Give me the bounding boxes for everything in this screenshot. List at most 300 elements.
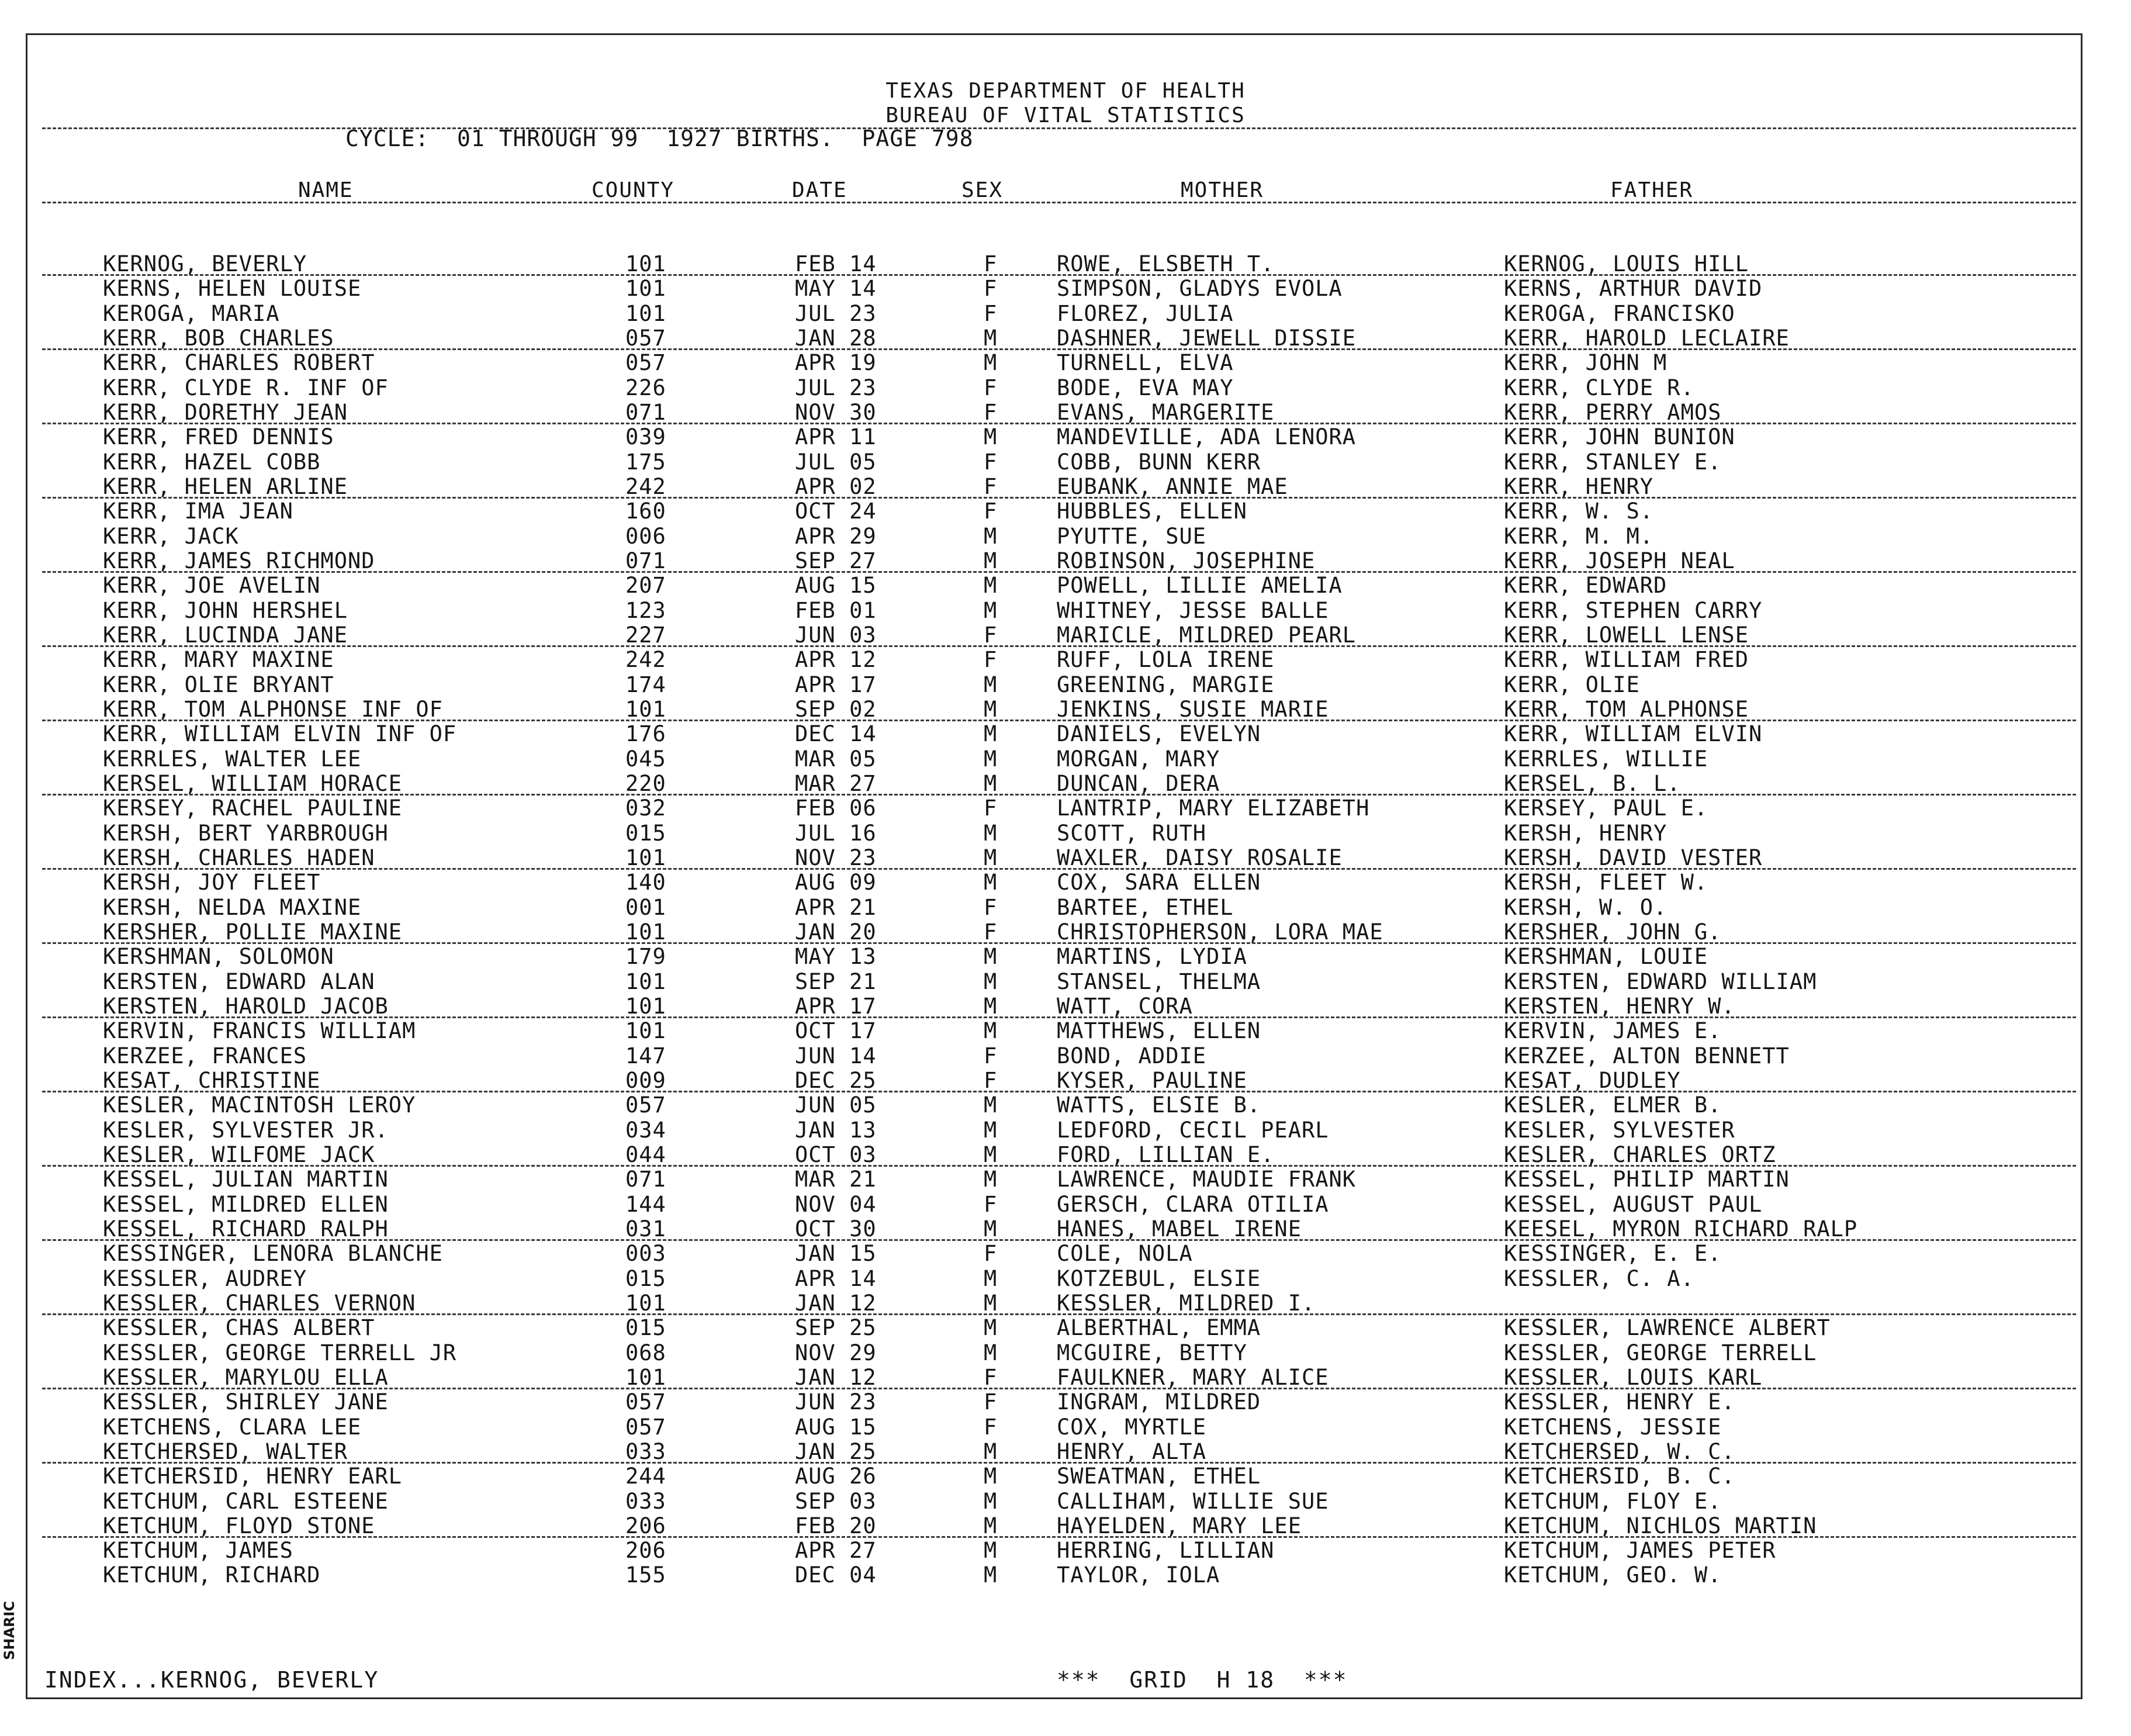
record-county: 044 bbox=[625, 1142, 666, 1167]
record-date: SEP 27 bbox=[795, 548, 877, 573]
record-date: OCT 17 bbox=[795, 1018, 877, 1043]
record-row bbox=[0, 1216, 2131, 1241]
record-date: APR 17 bbox=[795, 994, 877, 1019]
record-date: APR 21 bbox=[795, 895, 877, 920]
index-footer: INDEX...KERNOG, BEVERLY bbox=[44, 1667, 379, 1693]
column-header-mother: MOTHER bbox=[1181, 178, 1264, 202]
record-date: APR 12 bbox=[795, 647, 877, 672]
record-mother: GERSCH, CLARA OTILIA bbox=[1057, 1192, 1329, 1217]
record-sex: F bbox=[984, 1415, 998, 1440]
record-county: 003 bbox=[625, 1241, 666, 1266]
record-date: OCT 30 bbox=[795, 1216, 877, 1242]
record-county: 039 bbox=[625, 424, 666, 449]
record-row bbox=[0, 870, 2131, 894]
record-name: KETCHUM, RICHARD bbox=[103, 1562, 321, 1588]
record-sex: M bbox=[984, 524, 998, 549]
record-mother: HAYELDEN, MARY LEE bbox=[1057, 1513, 1302, 1538]
record-sex: M bbox=[984, 771, 998, 796]
record-mother: MANDEVILLE, ADA LENORA bbox=[1057, 424, 1357, 449]
record-sex: F bbox=[984, 1068, 998, 1093]
record-row bbox=[0, 424, 2131, 449]
record-row bbox=[0, 821, 2131, 845]
column-header-father: FATHER bbox=[1610, 178, 1694, 202]
record-name: KERZEE, FRANCES bbox=[103, 1043, 307, 1068]
column-header-name: NAME bbox=[298, 178, 354, 202]
record-father: KESSLER, LAWRENCE ALBERT bbox=[1504, 1315, 1831, 1340]
record-county: 160 bbox=[625, 499, 666, 524]
record-mother: CALLIHAM, WILLIE SUE bbox=[1057, 1489, 1329, 1514]
record-father: KERSTEN, EDWARD WILLIAM bbox=[1504, 969, 1817, 994]
record-sex: F bbox=[984, 474, 998, 499]
record-sex: M bbox=[984, 697, 998, 722]
record-date: APR 17 bbox=[795, 672, 877, 697]
record-mother: WAXLER, DAISY ROSALIE bbox=[1057, 845, 1343, 870]
record-father: KERSHMAN, LOUIE bbox=[1504, 944, 1708, 969]
record-father: KETCHERSED, W. C. bbox=[1504, 1439, 1735, 1464]
record-row bbox=[0, 400, 2131, 424]
record-row bbox=[0, 1340, 2131, 1365]
side-label: SHARIC bbox=[1, 1601, 18, 1660]
record-father: KERR, LOWELL LENSE bbox=[1504, 623, 1749, 648]
record-mother: COX, MYRTLE bbox=[1057, 1415, 1207, 1440]
record-row bbox=[0, 944, 2131, 969]
record-row bbox=[0, 1365, 2131, 1389]
record-date: JAN 12 bbox=[795, 1365, 877, 1390]
record-sex: M bbox=[984, 1315, 998, 1340]
record-date: APR 02 bbox=[795, 474, 877, 499]
record-mother: CHRISTOPHERSON, LORA MAE bbox=[1057, 919, 1383, 945]
record-sex: F bbox=[984, 796, 998, 821]
record-county: 031 bbox=[625, 1216, 666, 1242]
record-father: KERSHER, JOHN G. bbox=[1504, 919, 1722, 945]
record-father: KERNOG, LOUIS HILL bbox=[1504, 251, 1749, 276]
record-name: KETCHERSED, WALTER bbox=[103, 1439, 348, 1464]
bureau-title: BUREAU OF VITAL STATISTICS bbox=[885, 103, 1246, 127]
record-name: KERR, JAMES RICHMOND bbox=[103, 548, 375, 573]
record-name: KESSEL, JULIAN MARTIN bbox=[103, 1167, 389, 1192]
record-county: 101 bbox=[625, 969, 666, 994]
record-county: 033 bbox=[625, 1439, 666, 1464]
record-county: 101 bbox=[625, 845, 666, 870]
record-row bbox=[0, 1092, 2131, 1117]
record-county: 101 bbox=[625, 994, 666, 1019]
record-father: KERR, STEPHEN CARRY bbox=[1504, 598, 1763, 623]
record-name: KERR, HAZEL COBB bbox=[103, 449, 321, 475]
record-mother: DANIELS, EVELYN bbox=[1057, 721, 1261, 746]
record-date: JAN 15 bbox=[795, 1241, 877, 1266]
record-date: AUG 15 bbox=[795, 1415, 877, 1440]
record-name: KESSINGER, LENORA BLANCHE bbox=[103, 1241, 443, 1266]
record-date: APR 19 bbox=[795, 350, 877, 375]
record-mother: STANSEL, THELMA bbox=[1057, 969, 1261, 994]
record-name: KESSLER, MARYLOU ELLA bbox=[103, 1365, 389, 1390]
record-row bbox=[0, 746, 2131, 771]
record-row bbox=[0, 623, 2131, 647]
record-sex: M bbox=[984, 350, 998, 375]
record-mother: COX, SARA ELLEN bbox=[1057, 870, 1261, 895]
record-name: KERR, MARY MAXINE bbox=[103, 647, 334, 672]
record-date: NOV 23 bbox=[795, 845, 877, 870]
record-sex: F bbox=[984, 449, 998, 475]
record-county: 034 bbox=[625, 1118, 666, 1143]
record-name: KETCHUM, JAMES bbox=[103, 1538, 293, 1563]
record-mother: HENRY, ALTA bbox=[1057, 1439, 1207, 1464]
record-father: KESSEL, AUGUST PAUL bbox=[1504, 1192, 1763, 1217]
record-date: APR 29 bbox=[795, 524, 877, 549]
record-date: JUL 23 bbox=[795, 375, 877, 400]
record-county: 006 bbox=[625, 524, 666, 549]
record-mother: HUBBLES, ELLEN bbox=[1057, 499, 1247, 524]
record-sex: M bbox=[984, 548, 998, 573]
record-name: KERR, OLIE BRYANT bbox=[103, 672, 334, 697]
record-mother: MATTHEWS, ELLEN bbox=[1057, 1018, 1261, 1043]
record-county: 001 bbox=[625, 895, 666, 920]
record-sex: M bbox=[984, 1562, 998, 1588]
record-father: KERR, JOHN M bbox=[1504, 350, 1668, 375]
record-date: MAR 21 bbox=[795, 1167, 877, 1192]
record-row bbox=[0, 1142, 2131, 1167]
record-county: 071 bbox=[625, 1167, 666, 1192]
record-sex: M bbox=[984, 1291, 998, 1316]
cycle-line: CYCLE: 01 THROUGH 99 1927 BIRTHS. PAGE 798 bbox=[345, 126, 974, 151]
record-sex: M bbox=[984, 1118, 998, 1143]
record-county: 101 bbox=[625, 251, 666, 276]
record-row bbox=[0, 276, 2131, 300]
record-mother: SIMPSON, GLADYS EVOLA bbox=[1057, 276, 1343, 301]
record-county: 101 bbox=[625, 1291, 666, 1316]
record-sex: M bbox=[984, 1167, 998, 1192]
record-date: JUL 23 bbox=[795, 301, 877, 326]
record-mother: BARTEE, ETHEL bbox=[1057, 895, 1234, 920]
record-date: MAR 27 bbox=[795, 771, 877, 796]
record-sex: M bbox=[984, 1489, 998, 1514]
record-name: KERR, IMA JEAN bbox=[103, 499, 293, 524]
record-sex: F bbox=[984, 1389, 998, 1415]
record-name: KERSTEN, HAROLD JACOB bbox=[103, 994, 389, 1019]
record-row bbox=[0, 1192, 2131, 1216]
record-sex: F bbox=[984, 1365, 998, 1390]
record-row bbox=[0, 548, 2131, 573]
record-father: KERR, EDWARD bbox=[1504, 573, 1668, 598]
record-name: KERR, BOB CHARLES bbox=[103, 326, 334, 351]
record-sex: F bbox=[984, 647, 998, 672]
record-sex: F bbox=[984, 375, 998, 400]
record-row bbox=[0, 1562, 2131, 1587]
record-row bbox=[0, 1241, 2131, 1265]
record-name: KERSH, BERT YARBROUGH bbox=[103, 821, 389, 846]
record-sex: M bbox=[984, 1439, 998, 1464]
column-header-rule bbox=[42, 202, 2076, 203]
record-father: KERR, M. M. bbox=[1504, 524, 1654, 549]
record-mother: MARTINS, LYDIA bbox=[1057, 944, 1247, 969]
record-name: KERNOG, BEVERLY bbox=[103, 251, 307, 276]
record-date: NOV 04 bbox=[795, 1192, 877, 1217]
record-row bbox=[0, 1315, 2131, 1340]
record-father: KERR, JOSEPH NEAL bbox=[1504, 548, 1735, 573]
record-date: SEP 21 bbox=[795, 969, 877, 994]
record-row bbox=[0, 1167, 2131, 1191]
record-county: 244 bbox=[625, 1464, 666, 1489]
record-row bbox=[0, 721, 2131, 746]
record-date: APR 27 bbox=[795, 1538, 877, 1563]
record-mother: HANES, MABEL IRENE bbox=[1057, 1216, 1302, 1242]
record-name: KESLER, WILFOME JACK bbox=[103, 1142, 375, 1167]
record-row bbox=[0, 771, 2131, 796]
record-county: 033 bbox=[625, 1489, 666, 1514]
record-father: KERSEY, PAUL E. bbox=[1504, 796, 1708, 821]
record-date: MAY 14 bbox=[795, 276, 877, 301]
record-name: KERVIN, FRANCIS WILLIAM bbox=[103, 1018, 416, 1043]
record-mother: ROBINSON, JOSEPHINE bbox=[1057, 548, 1316, 573]
record-father: KERR, WILLIAM ELVIN bbox=[1504, 721, 1763, 746]
record-mother: EUBANK, ANNIE MAE bbox=[1057, 474, 1288, 499]
record-mother: RUFF, LOLA IRENE bbox=[1057, 647, 1275, 672]
record-sex: M bbox=[984, 821, 998, 846]
record-sex: M bbox=[984, 1142, 998, 1167]
record-row bbox=[0, 895, 2131, 919]
record-name: KESAT, CHRISTINE bbox=[103, 1068, 321, 1093]
record-date: SEP 25 bbox=[795, 1315, 877, 1340]
record-date: DEC 25 bbox=[795, 1068, 877, 1093]
record-sex: M bbox=[984, 994, 998, 1019]
record-sex: F bbox=[984, 251, 998, 276]
record-date: JUL 05 bbox=[795, 449, 877, 475]
record-county: 101 bbox=[625, 1018, 666, 1043]
record-row bbox=[0, 647, 2131, 672]
record-row bbox=[0, 1489, 2131, 1513]
record-name: KESSLER, AUDREY bbox=[103, 1266, 307, 1291]
record-name: KETCHENS, CLARA LEE bbox=[103, 1415, 362, 1440]
record-row bbox=[0, 598, 2131, 623]
record-row bbox=[0, 1018, 2131, 1043]
record-father: KETCHUM, FLOY E. bbox=[1504, 1489, 1722, 1514]
record-date: APR 11 bbox=[795, 424, 877, 449]
grid-footer: *** GRID H 18 *** bbox=[1057, 1667, 1348, 1693]
record-father: KESLER, ELMER B. bbox=[1504, 1092, 1722, 1118]
record-county: 123 bbox=[625, 598, 666, 623]
record-father: KERSH, W. O. bbox=[1504, 895, 1668, 920]
record-father: KETCHUM, JAMES PETER bbox=[1504, 1538, 1776, 1563]
record-county: 140 bbox=[625, 870, 666, 895]
record-sex: M bbox=[984, 1538, 998, 1563]
record-row bbox=[0, 1415, 2131, 1439]
record-father: KERSEL, B. L. bbox=[1504, 771, 1681, 796]
record-row bbox=[0, 474, 2131, 499]
record-mother: MARICLE, MILDRED PEARL bbox=[1057, 623, 1357, 648]
record-mother: WATTS, ELSIE B. bbox=[1057, 1092, 1261, 1118]
record-name: KERSEL, WILLIAM HORACE bbox=[103, 771, 403, 796]
record-name: KESLER, SYLVESTER JR. bbox=[103, 1118, 389, 1143]
record-row bbox=[0, 350, 2131, 375]
record-date: JAN 20 bbox=[795, 919, 877, 945]
record-mother: KESSLER, MILDRED I. bbox=[1057, 1291, 1316, 1316]
record-mother: MCGUIRE, BETTY bbox=[1057, 1340, 1247, 1365]
record-father: KERSTEN, HENRY W. bbox=[1504, 994, 1735, 1019]
record-father: KETCHUM, NICHLOS MARTIN bbox=[1504, 1513, 1817, 1538]
record-mother: DASHNER, JEWELL DISSIE bbox=[1057, 326, 1357, 351]
record-father: KESSLER, HENRY E. bbox=[1504, 1389, 1735, 1415]
record-sex: M bbox=[984, 969, 998, 994]
record-father: KESSINGER, E. E. bbox=[1504, 1241, 1722, 1266]
record-father: KESSLER, GEORGE TERRELL bbox=[1504, 1340, 1817, 1365]
record-name: KERR, HELEN ARLINE bbox=[103, 474, 348, 499]
record-name: KETCHUM, CARL ESTEENE bbox=[103, 1489, 389, 1514]
record-name: KERR, JOHN HERSHEL bbox=[103, 598, 348, 623]
record-name: KERRLES, WALTER LEE bbox=[103, 746, 362, 772]
record-sex: M bbox=[984, 1092, 998, 1118]
record-county: 144 bbox=[625, 1192, 666, 1217]
record-row bbox=[0, 301, 2131, 326]
record-date: FEB 01 bbox=[795, 598, 877, 623]
record-father: KERNS, ARTHUR DAVID bbox=[1504, 276, 1763, 301]
record-date: AUG 15 bbox=[795, 573, 877, 598]
record-mother: WHITNEY, JESSE BALLE bbox=[1057, 598, 1329, 623]
record-father: KERVIN, JAMES E. bbox=[1504, 1018, 1722, 1043]
record-mother: FAULKNER, MARY ALICE bbox=[1057, 1365, 1329, 1390]
record-name: KETCHERSID, HENRY EARL bbox=[103, 1464, 403, 1489]
record-county: 032 bbox=[625, 796, 666, 821]
record-row bbox=[0, 524, 2131, 548]
record-mother: SWEATMAN, ETHEL bbox=[1057, 1464, 1261, 1489]
record-mother: KOTZEBUL, ELSIE bbox=[1057, 1266, 1261, 1291]
record-name: KERSH, JOY FLEET bbox=[103, 870, 321, 895]
record-mother: BOND, ADDIE bbox=[1057, 1043, 1207, 1068]
record-date: FEB 14 bbox=[795, 251, 877, 276]
record-father: KERR, HENRY bbox=[1504, 474, 1654, 499]
record-county: 174 bbox=[625, 672, 666, 697]
record-name: KERSHMAN, SOLOMON bbox=[103, 944, 334, 969]
record-county: 101 bbox=[625, 697, 666, 722]
record-county: 009 bbox=[625, 1068, 666, 1093]
record-father: KERR, W. S. bbox=[1504, 499, 1654, 524]
record-date: FEB 06 bbox=[795, 796, 877, 821]
record-row bbox=[0, 697, 2131, 721]
record-row bbox=[0, 1291, 2131, 1315]
record-name: KERR, WILLIAM ELVIN INF OF bbox=[103, 721, 457, 746]
record-father: KESLER, CHARLES ORTZ bbox=[1504, 1142, 1776, 1167]
record-father: KERR, OLIE bbox=[1504, 672, 1640, 697]
record-father: KESLER, SYLVESTER bbox=[1504, 1118, 1735, 1143]
record-sex: M bbox=[984, 424, 998, 449]
record-name: KETCHUM, FLOYD STONE bbox=[103, 1513, 375, 1538]
record-row bbox=[0, 1043, 2131, 1068]
record-sex: F bbox=[984, 1043, 998, 1068]
record-row bbox=[0, 573, 2131, 597]
record-sex: F bbox=[984, 1192, 998, 1217]
record-county: 045 bbox=[625, 746, 666, 772]
record-mother: COBB, BUNN KERR bbox=[1057, 449, 1261, 475]
record-county: 242 bbox=[625, 647, 666, 672]
record-mother: GREENING, MARGIE bbox=[1057, 672, 1275, 697]
record-name: KERSHER, POLLIE MAXINE bbox=[103, 919, 403, 945]
record-county: 071 bbox=[625, 548, 666, 573]
record-date: SEP 03 bbox=[795, 1489, 877, 1514]
record-name: KERSTEN, EDWARD ALAN bbox=[103, 969, 375, 994]
record-name: KERR, CHARLES ROBERT bbox=[103, 350, 375, 375]
record-name: KERR, FRED DENNIS bbox=[103, 424, 334, 449]
record-row bbox=[0, 251, 2131, 276]
record-sex: F bbox=[984, 895, 998, 920]
record-sex: F bbox=[984, 1241, 998, 1266]
record-date: APR 14 bbox=[795, 1266, 877, 1291]
record-name: KERNS, HELEN LOUISE bbox=[103, 276, 362, 301]
record-county: 101 bbox=[625, 1365, 666, 1390]
record-date: AUG 26 bbox=[795, 1464, 877, 1489]
record-mother: JENKINS, SUSIE MARIE bbox=[1057, 697, 1329, 722]
record-row bbox=[0, 1513, 2131, 1538]
record-father: KEESEL, MYRON RICHARD RALP bbox=[1504, 1216, 1858, 1242]
record-mother: ROWE, ELSBETH T. bbox=[1057, 251, 1275, 276]
record-name: KESSLER, GEORGE TERRELL JR bbox=[103, 1340, 457, 1365]
record-sex: M bbox=[984, 1018, 998, 1043]
record-sex: F bbox=[984, 919, 998, 945]
record-sex: M bbox=[984, 1464, 998, 1489]
record-sex: M bbox=[984, 944, 998, 969]
record-date: NOV 29 bbox=[795, 1340, 877, 1365]
record-name: KERR, JACK bbox=[103, 524, 239, 549]
record-name: KESSLER, CHAS ALBERT bbox=[103, 1315, 375, 1340]
record-county: 175 bbox=[625, 449, 666, 475]
record-father: KETCHERSID, B. C. bbox=[1504, 1464, 1735, 1489]
record-row bbox=[0, 1538, 2131, 1562]
record-sex: F bbox=[984, 276, 998, 301]
record-father: KESSLER, LOUIS KARL bbox=[1504, 1365, 1763, 1390]
record-mother: ALBERTHAL, EMMA bbox=[1057, 1315, 1261, 1340]
record-sex: M bbox=[984, 1216, 998, 1242]
record-county: 101 bbox=[625, 919, 666, 945]
record-name: KERR, LUCINDA JANE bbox=[103, 623, 348, 648]
record-county: 155 bbox=[625, 1562, 666, 1588]
record-county: 207 bbox=[625, 573, 666, 598]
record-date: JUN 05 bbox=[795, 1092, 877, 1118]
record-row bbox=[0, 672, 2131, 697]
record-name: KESLER, MACINTOSH LEROY bbox=[103, 1092, 416, 1118]
record-name: KERR, JOE AVELIN bbox=[103, 573, 321, 598]
record-county: 057 bbox=[625, 1092, 666, 1118]
record-county: 179 bbox=[625, 944, 666, 969]
record-date: JUL 16 bbox=[795, 821, 877, 846]
record-sex: M bbox=[984, 870, 998, 895]
record-date: FEB 20 bbox=[795, 1513, 877, 1538]
record-sex: M bbox=[984, 573, 998, 598]
record-date: JUN 14 bbox=[795, 1043, 877, 1068]
record-father: KERRLES, WILLIE bbox=[1504, 746, 1708, 772]
record-mother: SCOTT, RUTH bbox=[1057, 821, 1207, 846]
record-date: MAR 05 bbox=[795, 746, 877, 772]
record-row bbox=[0, 969, 2131, 994]
record-county: 227 bbox=[625, 623, 666, 648]
record-name: KERR, TOM ALPHONSE INF OF bbox=[103, 697, 443, 722]
record-sex: F bbox=[984, 400, 998, 425]
record-father: KERSH, DAVID VESTER bbox=[1504, 845, 1763, 870]
record-row bbox=[0, 375, 2131, 400]
record-county: 015 bbox=[625, 821, 666, 846]
record-mother: MORGAN, MARY bbox=[1057, 746, 1220, 772]
record-date: JUN 03 bbox=[795, 623, 877, 648]
record-row bbox=[0, 1464, 2131, 1488]
record-father: KERZEE, ALTON BENNETT bbox=[1504, 1043, 1790, 1068]
record-date: JAN 25 bbox=[795, 1439, 877, 1464]
record-name: KERSEY, RACHEL PAULINE bbox=[103, 796, 403, 821]
record-county: 068 bbox=[625, 1340, 666, 1365]
record-county: 176 bbox=[625, 721, 666, 746]
record-date: DEC 14 bbox=[795, 721, 877, 746]
record-mother: DUNCAN, DERA bbox=[1057, 771, 1220, 796]
header-rule bbox=[42, 127, 2076, 129]
record-date: SEP 02 bbox=[795, 697, 877, 722]
record-mother: INGRAM, MILDRED bbox=[1057, 1389, 1261, 1415]
record-sex: M bbox=[984, 721, 998, 746]
